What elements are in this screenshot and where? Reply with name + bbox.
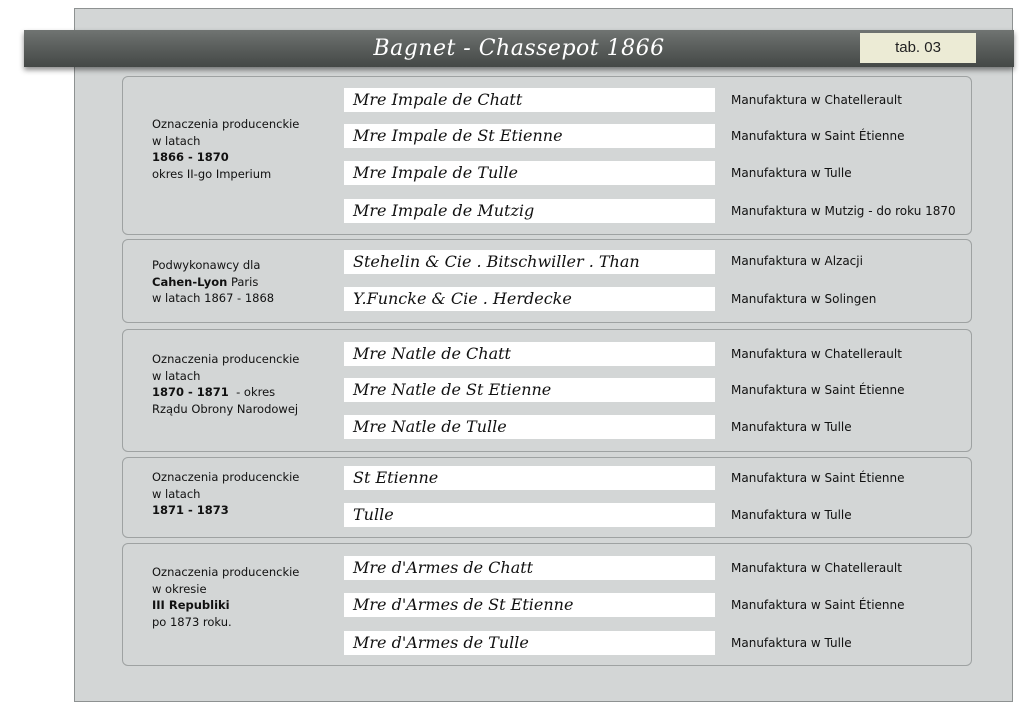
maker-label: Manufaktura w Solingen <box>731 292 877 306</box>
page-title: Bagnet - Chassepot 1866 <box>373 36 665 61</box>
tab-number-badge: tab. 03 <box>860 33 976 63</box>
mark-row <box>344 199 715 223</box>
mark-row <box>344 342 715 366</box>
mark-row <box>344 88 715 112</box>
mark-row <box>344 593 715 617</box>
mark-text: Mre Natle de Tulle <box>353 417 507 436</box>
mark-text: Mre Impale de Tulle <box>353 163 519 182</box>
mark-text: Mre d'Armes de Chatt <box>353 558 534 577</box>
maker-label: Manufaktura w Saint Étienne <box>731 598 905 612</box>
mark-row <box>344 466 715 490</box>
mark-text: Mre Impale de Chatt <box>353 90 523 109</box>
maker-label: Manufaktura w Chatellerault <box>731 93 902 107</box>
mark-row <box>344 378 715 402</box>
mark-row <box>344 124 715 148</box>
maker-label: Manufaktura w Mutzig - do roku 1870 <box>731 204 956 218</box>
mark-text: Mre d'Armes de St Etienne <box>353 595 574 614</box>
group-description: Oznaczenia producenckie w latach 1870 - 1871 - okres Rządu Obrony Narodowej <box>152 352 300 416</box>
mark-text: Mre d'Armes de Tulle <box>353 633 529 652</box>
mark-row <box>344 415 715 439</box>
mark-row <box>344 250 715 274</box>
group-description: Oznaczenia producenckie w okresie III Republiki po 1873 roku. <box>152 565 300 629</box>
maker-label: Manufaktura w Saint Étienne <box>731 129 905 143</box>
maker-label: Manufaktura w Tulle <box>731 636 852 650</box>
group-description: Oznaczenia producenckie w latach 1866 - 1870 okres II-go Imperium <box>152 117 300 181</box>
maker-label: Manufaktura w Tulle <box>731 166 852 180</box>
mark-row <box>344 556 715 580</box>
mark-text: Y.Funcke & Cie . Herdecke <box>353 289 572 308</box>
mark-text: Stehelin & Cie . Bitschwiller . Than <box>353 252 640 271</box>
mark-row <box>344 631 715 655</box>
mark-row <box>344 287 715 311</box>
maker-label: Manufaktura w Saint Étienne <box>731 383 905 397</box>
maker-label: Manufaktura w Chatellerault <box>731 347 902 361</box>
mark-text: Mre Natle de St Etienne <box>353 380 552 399</box>
mark-row <box>344 503 715 527</box>
maker-label: Manufaktura w Tulle <box>731 420 852 434</box>
maker-label: Manufaktura w Tulle <box>731 508 852 522</box>
mark-row <box>344 161 715 185</box>
mark-text: St Etienne <box>353 468 439 487</box>
maker-label: Manufaktura w Alzacji <box>731 254 863 268</box>
mark-text: Mre Natle de Chatt <box>353 344 511 363</box>
mark-text: Mre Impale de St Etienne <box>353 126 563 145</box>
mark-text: Tulle <box>353 505 394 524</box>
group-description: Podwykonawcy dla Cahen-Lyon Paris w latach 1867 - 1868 <box>152 258 275 305</box>
mark-text: Mre Impale de Mutzig <box>353 201 535 220</box>
group-description: Oznaczenia producenckie w latach 1871 - 1873 <box>152 470 300 517</box>
maker-label: Manufaktura w Saint Étienne <box>731 471 905 485</box>
maker-label: Manufaktura w Chatellerault <box>731 561 902 575</box>
